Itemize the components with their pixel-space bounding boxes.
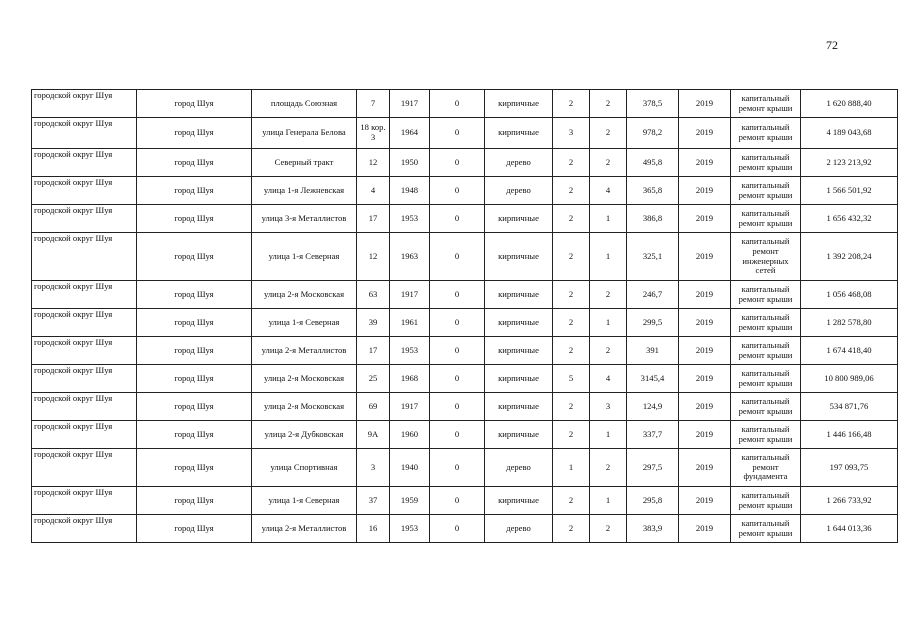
- district-cell: городской округ Шуя: [32, 309, 137, 337]
- street-cell: Северный тракт: [252, 149, 357, 177]
- area-cell: 383,9: [627, 515, 679, 543]
- plan-year-cell: 2019: [679, 393, 731, 421]
- cost-cell: 1 620 888,40: [801, 90, 898, 118]
- cost-cell: 1 056 468,08: [801, 281, 898, 309]
- work-type-cell: капитальный ремонт крыши: [731, 281, 801, 309]
- area-cell: 124,9: [627, 393, 679, 421]
- floors-cell: 2: [553, 337, 590, 365]
- work-type-cell: капитальный ремонт крыши: [731, 149, 801, 177]
- year-built-cell: 1960: [390, 421, 430, 449]
- street-cell: улица 1-я Лежневская: [252, 177, 357, 205]
- house-number-cell: 25: [357, 365, 390, 393]
- entrances-cell: 2: [590, 337, 627, 365]
- table-row: [32, 421, 898, 449]
- floors-cell: 2: [553, 487, 590, 515]
- year-built-cell: 1917: [390, 393, 430, 421]
- floors-cell: 2: [553, 309, 590, 337]
- work-type-cell: капитальный ремонт инженерных сетей: [731, 233, 801, 281]
- settlement-cell: город Шуя: [137, 449, 252, 487]
- settlement-cell: город Шуя: [137, 337, 252, 365]
- plan-year-cell: 2019: [679, 421, 731, 449]
- house-number-cell: 37: [357, 487, 390, 515]
- table-row: [32, 365, 898, 393]
- entrances-cell: 3: [590, 393, 627, 421]
- repair-program-table: [31, 89, 898, 543]
- work-type-cell: капитальный ремонт крыши: [731, 365, 801, 393]
- work-type-cell: капитальный ремонт крыши: [731, 177, 801, 205]
- area-cell: 337,7: [627, 421, 679, 449]
- wall-material-cell: кирпичные: [485, 365, 553, 393]
- area-cell: 978,2: [627, 118, 679, 149]
- entrances-cell: 2: [590, 90, 627, 118]
- year-built-cell: 1953: [390, 205, 430, 233]
- floors-cell: 1: [553, 449, 590, 487]
- cost-cell: 2 123 213,92: [801, 149, 898, 177]
- house-number-cell: 16: [357, 515, 390, 543]
- plan-year-cell: 2019: [679, 515, 731, 543]
- area-cell: 325,1: [627, 233, 679, 281]
- settlement-cell: город Шуя: [137, 515, 252, 543]
- area-cell: 365,8: [627, 177, 679, 205]
- area-cell: 3145,4: [627, 365, 679, 393]
- entrances-cell: 2: [590, 515, 627, 543]
- work-type-cell: капитальный ремонт крыши: [731, 393, 801, 421]
- wall-material-cell: кирпичные: [485, 337, 553, 365]
- table-row: [32, 449, 898, 487]
- entrances-cell: 4: [590, 365, 627, 393]
- floors-cell: 2: [553, 233, 590, 281]
- year-built-cell: 1964: [390, 118, 430, 149]
- floors-cell: 2: [553, 393, 590, 421]
- entrances-cell: 2: [590, 149, 627, 177]
- settlement-cell: город Шуя: [137, 149, 252, 177]
- wall-material-cell: кирпичные: [485, 233, 553, 281]
- entrances-cell: 1: [590, 487, 627, 515]
- settlement-cell: город Шуя: [137, 205, 252, 233]
- table-row: [32, 281, 898, 309]
- area-cell: 295,8: [627, 487, 679, 515]
- year-built-cell: 1940: [390, 449, 430, 487]
- wall-material-cell: дерево: [485, 177, 553, 205]
- year-built-cell: 1948: [390, 177, 430, 205]
- settlement-cell: город Шуя: [137, 487, 252, 515]
- area-cell: 246,7: [627, 281, 679, 309]
- table-row: [32, 90, 898, 118]
- street-cell: улица 2-я Дубковская: [252, 421, 357, 449]
- district-cell: городской округ Шуя: [32, 149, 137, 177]
- work-type-cell: капитальный ремонт крыши: [731, 515, 801, 543]
- table-row: [32, 515, 898, 543]
- floors-cell: 2: [553, 177, 590, 205]
- wall-material-cell: кирпичные: [485, 487, 553, 515]
- cost-cell: 4 189 043,68: [801, 118, 898, 149]
- area-cell: 391: [627, 337, 679, 365]
- year-built-cell: 1953: [390, 515, 430, 543]
- plan-year-cell: 2019: [679, 449, 731, 487]
- entrances-cell: 2: [590, 118, 627, 149]
- table-row: [32, 177, 898, 205]
- floors-cell: 2: [553, 205, 590, 233]
- street-cell: улица 3-я Металлистов: [252, 205, 357, 233]
- plan-year-cell: 2019: [679, 365, 731, 393]
- year-built-cell: 1917: [390, 90, 430, 118]
- house-number-cell: 4: [357, 177, 390, 205]
- plan-year-cell: 2019: [679, 281, 731, 309]
- cost-cell: 197 093,75: [801, 449, 898, 487]
- wall-material-cell: кирпичные: [485, 309, 553, 337]
- floors-cell: 2: [553, 281, 590, 309]
- entrances-cell: 2: [590, 449, 627, 487]
- cost-cell: 1 392 208,24: [801, 233, 898, 281]
- cost-cell: 10 800 989,06: [801, 365, 898, 393]
- house-number-cell: 17: [357, 337, 390, 365]
- house-number-cell: 12: [357, 149, 390, 177]
- cost-cell: 1 282 578,80: [801, 309, 898, 337]
- year-reconstruction-cell: 0: [430, 487, 485, 515]
- year-built-cell: 1961: [390, 309, 430, 337]
- wall-material-cell: дерево: [485, 449, 553, 487]
- year-reconstruction-cell: 0: [430, 337, 485, 365]
- street-cell: улица 2-я Московская: [252, 365, 357, 393]
- cost-cell: 1 644 013,36: [801, 515, 898, 543]
- table-row: [32, 337, 898, 365]
- plan-year-cell: 2019: [679, 177, 731, 205]
- settlement-cell: город Шуя: [137, 118, 252, 149]
- table-row: [32, 118, 898, 149]
- wall-material-cell: кирпичные: [485, 118, 553, 149]
- cost-cell: 534 871,76: [801, 393, 898, 421]
- year-reconstruction-cell: 0: [430, 365, 485, 393]
- street-cell: улица Генерала Белова: [252, 118, 357, 149]
- entrances-cell: 4: [590, 177, 627, 205]
- work-type-cell: капитальный ремонт крыши: [731, 309, 801, 337]
- floors-cell: 2: [553, 149, 590, 177]
- plan-year-cell: 2019: [679, 118, 731, 149]
- house-number-cell: 3: [357, 449, 390, 487]
- year-reconstruction-cell: 0: [430, 393, 485, 421]
- cost-cell: 1 446 166,48: [801, 421, 898, 449]
- entrances-cell: 1: [590, 233, 627, 281]
- cost-cell: 1 566 501,92: [801, 177, 898, 205]
- year-reconstruction-cell: 0: [430, 177, 485, 205]
- district-cell: городской округ Шуя: [32, 421, 137, 449]
- table-row: [32, 205, 898, 233]
- street-cell: улица 1-я Северная: [252, 233, 357, 281]
- district-cell: городской округ Шуя: [32, 205, 137, 233]
- wall-material-cell: кирпичные: [485, 421, 553, 449]
- year-reconstruction-cell: 0: [430, 90, 485, 118]
- settlement-cell: город Шуя: [137, 281, 252, 309]
- settlement-cell: город Шуя: [137, 421, 252, 449]
- cost-cell: 1 656 432,32: [801, 205, 898, 233]
- table-row: [32, 393, 898, 421]
- page-number: 72: [826, 38, 838, 52]
- year-reconstruction-cell: 0: [430, 309, 485, 337]
- district-cell: городской округ Шуя: [32, 118, 137, 149]
- work-type-cell: капитальный ремонт крыши: [731, 337, 801, 365]
- plan-year-cell: 2019: [679, 233, 731, 281]
- street-cell: улица 1-я Северная: [252, 309, 357, 337]
- work-type-cell: капитальный ремонт крыши: [731, 205, 801, 233]
- year-built-cell: 1959: [390, 487, 430, 515]
- work-type-cell: капитальный ремонт крыши: [731, 118, 801, 149]
- house-number-cell: 7: [357, 90, 390, 118]
- floors-cell: 5: [553, 365, 590, 393]
- entrances-cell: 1: [590, 309, 627, 337]
- district-cell: городской округ Шуя: [32, 337, 137, 365]
- cost-cell: 1 674 418,40: [801, 337, 898, 365]
- house-number-cell: 63: [357, 281, 390, 309]
- year-reconstruction-cell: 0: [430, 515, 485, 543]
- year-built-cell: 1953: [390, 337, 430, 365]
- entrances-cell: 1: [590, 421, 627, 449]
- house-number-cell: 12: [357, 233, 390, 281]
- plan-year-cell: 2019: [679, 205, 731, 233]
- house-number-cell: 69: [357, 393, 390, 421]
- year-reconstruction-cell: 0: [430, 205, 485, 233]
- plan-year-cell: 2019: [679, 90, 731, 118]
- year-reconstruction-cell: 0: [430, 149, 485, 177]
- entrances-cell: 1: [590, 205, 627, 233]
- house-number-cell: 18 кор. 3: [357, 118, 390, 149]
- wall-material-cell: кирпичные: [485, 90, 553, 118]
- area-cell: 386,8: [627, 205, 679, 233]
- table-row: [32, 149, 898, 177]
- settlement-cell: город Шуя: [137, 90, 252, 118]
- year-reconstruction-cell: 0: [430, 421, 485, 449]
- district-cell: городской округ Шуя: [32, 515, 137, 543]
- house-number-cell: 9А: [357, 421, 390, 449]
- house-number-cell: 39: [357, 309, 390, 337]
- work-type-cell: капитальный ремонт фундамента: [731, 449, 801, 487]
- wall-material-cell: дерево: [485, 149, 553, 177]
- area-cell: 495,8: [627, 149, 679, 177]
- work-type-cell: капитальный ремонт крыши: [731, 421, 801, 449]
- year-reconstruction-cell: 0: [430, 281, 485, 309]
- district-cell: городской округ Шуя: [32, 393, 137, 421]
- year-built-cell: 1968: [390, 365, 430, 393]
- floors-cell: 3: [553, 118, 590, 149]
- table-row: [32, 309, 898, 337]
- street-cell: улица 1-я Северная: [252, 487, 357, 515]
- floors-cell: 2: [553, 421, 590, 449]
- plan-year-cell: 2019: [679, 487, 731, 515]
- district-cell: городской округ Шуя: [32, 449, 137, 487]
- settlement-cell: город Шуя: [137, 393, 252, 421]
- street-cell: улица 2-я Металлистов: [252, 337, 357, 365]
- year-reconstruction-cell: 0: [430, 118, 485, 149]
- street-cell: улица 2-я Металлистов: [252, 515, 357, 543]
- year-built-cell: 1917: [390, 281, 430, 309]
- wall-material-cell: кирпичные: [485, 281, 553, 309]
- settlement-cell: город Шуя: [137, 233, 252, 281]
- settlement-cell: город Шуя: [137, 365, 252, 393]
- area-cell: 297,5: [627, 449, 679, 487]
- wall-material-cell: дерево: [485, 515, 553, 543]
- street-cell: улица Спортивная: [252, 449, 357, 487]
- floors-cell: 2: [553, 515, 590, 543]
- work-type-cell: капитальный ремонт крыши: [731, 487, 801, 515]
- work-type-cell: капитальный ремонт крыши: [731, 90, 801, 118]
- district-cell: городской округ Шуя: [32, 487, 137, 515]
- year-reconstruction-cell: 0: [430, 233, 485, 281]
- area-cell: 378,5: [627, 90, 679, 118]
- street-cell: улица 2-я Московская: [252, 393, 357, 421]
- district-cell: городской округ Шуя: [32, 233, 137, 281]
- table-row: [32, 233, 898, 281]
- house-number-cell: 17: [357, 205, 390, 233]
- settlement-cell: город Шуя: [137, 177, 252, 205]
- settlement-cell: город Шуя: [137, 309, 252, 337]
- plan-year-cell: 2019: [679, 337, 731, 365]
- year-built-cell: 1950: [390, 149, 430, 177]
- plan-year-cell: 2019: [679, 309, 731, 337]
- year-built-cell: 1963: [390, 233, 430, 281]
- street-cell: площадь Союзная: [252, 90, 357, 118]
- floors-cell: 2: [553, 90, 590, 118]
- district-cell: городской округ Шуя: [32, 365, 137, 393]
- wall-material-cell: кирпичные: [485, 393, 553, 421]
- area-cell: 299,5: [627, 309, 679, 337]
- table-row: [32, 487, 898, 515]
- entrances-cell: 2: [590, 281, 627, 309]
- year-reconstruction-cell: 0: [430, 449, 485, 487]
- wall-material-cell: кирпичные: [485, 205, 553, 233]
- street-cell: улица 2-я Московская: [252, 281, 357, 309]
- district-cell: городской округ Шуя: [32, 281, 137, 309]
- cost-cell: 1 266 733,92: [801, 487, 898, 515]
- district-cell: городской округ Шуя: [32, 90, 137, 118]
- plan-year-cell: 2019: [679, 149, 731, 177]
- district-cell: городской округ Шуя: [32, 177, 137, 205]
